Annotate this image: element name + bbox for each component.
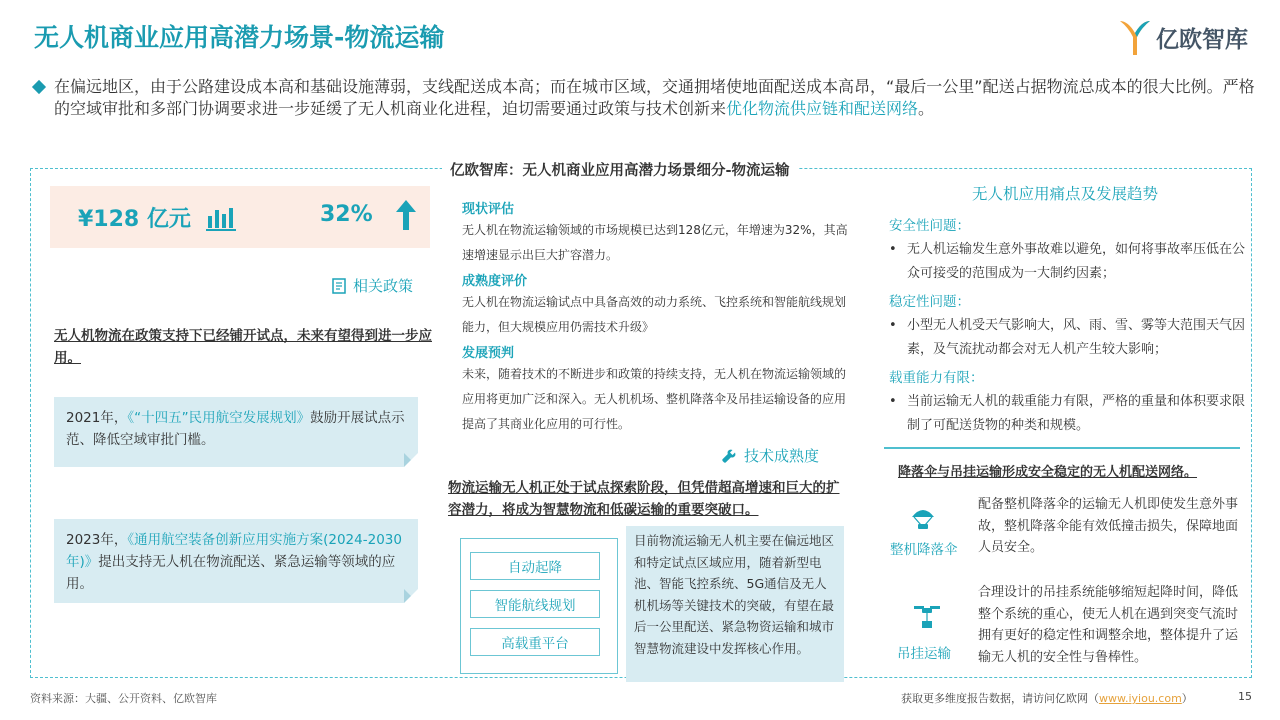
section-text-status: 无人机在物流运输领域的市场规模已达到128亿元，年增速为32%，其高速增速显示出巨大扩容潜力。: [462, 223, 848, 262]
website-link[interactable]: www.iyiou.com: [1099, 692, 1182, 705]
trends-title: 无人机应用痛点及发展趋势: [972, 185, 1159, 203]
tech-heading: 技术成熟度: [722, 445, 819, 466]
policy-heading: 相关政策: [332, 275, 413, 296]
intro-highlight: 优化物流供应链和配送网络: [726, 99, 919, 118]
diamond-bullet-icon: [32, 80, 46, 94]
bar-chart-icon: [206, 206, 236, 232]
source-note: 资料来源：大疆、公开资料、亿欧智库: [30, 692, 217, 705]
divider: [884, 447, 1240, 449]
frame-title: 亿欧智库：无人机商业应用高潜力场景细分-物流运输: [442, 159, 798, 180]
intro-paragraph: [32, 76, 1257, 120]
issue-item-stability: • 小型无人机受天气影响大，风、雨、雪、雾等大范围天气因素，及气流扰动都会对无人机产生较大影响；: [889, 318, 1246, 357]
parachute-drone-icon: [908, 505, 938, 531]
issue-label-safety: 安全性问题：: [889, 218, 970, 234]
policy-note: 2023年，《通用航空装备创新应用实施方案(2024-2030年)》提出支持无人机在物流配送、紧急运输等领域的应用。: [54, 519, 418, 603]
document-icon: [332, 278, 346, 294]
page-number: 15: [1238, 690, 1252, 703]
issue-item-safety: • 无人机运输发生意外事故难以避免，如何将事故率压低在公众可接受的范围成为一大制约因素；: [889, 242, 1246, 281]
footer-note: 获取更多维度报告数据，请访问亿欧网（www.iyiou.com）: [901, 692, 1193, 705]
growth-rate-value: 32%: [320, 202, 373, 227]
page-title: 无人机商业应用高潜力场景-物流运输: [34, 23, 445, 52]
capability-item: 智能航线规划: [470, 590, 600, 618]
issue-label-stability: 稳定性问题：: [889, 294, 970, 310]
intro-text: 在偏远地区，由于公路建设成本高和基础设施薄弱，支线配送成本高；而在城市区域，交通拥堵使地面配送成本高昂，“最后一公里”配送占据物流总成本的很大比例。严格的空域审批和多部门协调要求进一步延缓了无人机商业化进程，迫切需要通过政策与技术创新来优化物流供应链和配送网络。: [54, 77, 1255, 118]
logo-text: 亿欧智库: [1156, 26, 1248, 53]
policy-note: 2021年，《“十四五”民用航空发展规划》鼓励开展试点示范、降低空域审批门槛。: [54, 397, 418, 467]
logo: [1118, 14, 1258, 60]
tech-summary: 物流运输无人机正处于试点探索阶段，但凭借超高增速和巨大的扩容潜力，将成为智慧物流和低碳运输的重要突破口。: [448, 480, 840, 518]
policy-summary: 无人机物流在政策支持下已经铺开试点，未来有望得到进一步应用。: [54, 328, 432, 366]
capability-item: 高载重平台: [470, 628, 600, 656]
section-text-forecast: 未来，随着技术的不断进步和政策的持续支持，无人机在物流运输领域的应用将更加广泛和深入。无人机机场、整机降落伞及吊挂运输设备的应用提高了其商业化应用的可行性。: [462, 367, 847, 431]
arrow-up-icon: [396, 200, 416, 230]
solutions-summary: 降落伞与吊挂运输形成安全稳定的无人机配送网络。: [898, 465, 1198, 480]
issue-item-payload: • 当前运输无人机的载重能力有限，严格的重量和体积要求限制了可配送货物的种类和规模。: [889, 394, 1246, 433]
section-label-maturity: 成熟度评价: [462, 274, 528, 289]
capability-item: 自动起降: [470, 552, 600, 580]
solution-label-parachute: 整机降落伞: [890, 542, 958, 558]
market-size-value: ¥128 亿元: [78, 207, 191, 232]
wrench-icon: [722, 449, 736, 463]
issue-label-payload: 载重能力有限：: [889, 370, 984, 386]
solution-text-parachute: 配备整机降落伞的运输无人机即使发生意外事故，整机降落伞能有效低撞击损失，保障地面人员安全。: [978, 497, 1239, 555]
section-label-forecast: 发展预判: [462, 346, 515, 361]
solution-text-sling: 合理设计的吊挂系统能够缩短起降时间，降低整个系统的重心，使无人机在遇到突变气流时拥有更好的稳定性和调整余地，整体提升了运输无人机的安全性与鲁棒性。: [978, 585, 1239, 665]
sling-drone-icon: [912, 604, 942, 630]
section-label-status: 现状评估: [462, 202, 515, 217]
tech-note: 目前物流运输无人机主要在偏远地区和特定试点区域应用，随着新型电池、智能飞控系统、5G通信及无人机机场等关键技术的突破，有望在最后一公里配送、紧急物资运输和城市智慧物流建设中发挥核心作用。: [626, 526, 844, 682]
solution-label-sling: 吊挂运输: [897, 646, 951, 662]
section-text-maturity: 无人机在物流运输试点中具备高效的动力系统、飞控系统和智能航线规划能力，但大规模应用仍需技术升级》: [462, 295, 847, 334]
logo-icon: [1118, 17, 1152, 57]
